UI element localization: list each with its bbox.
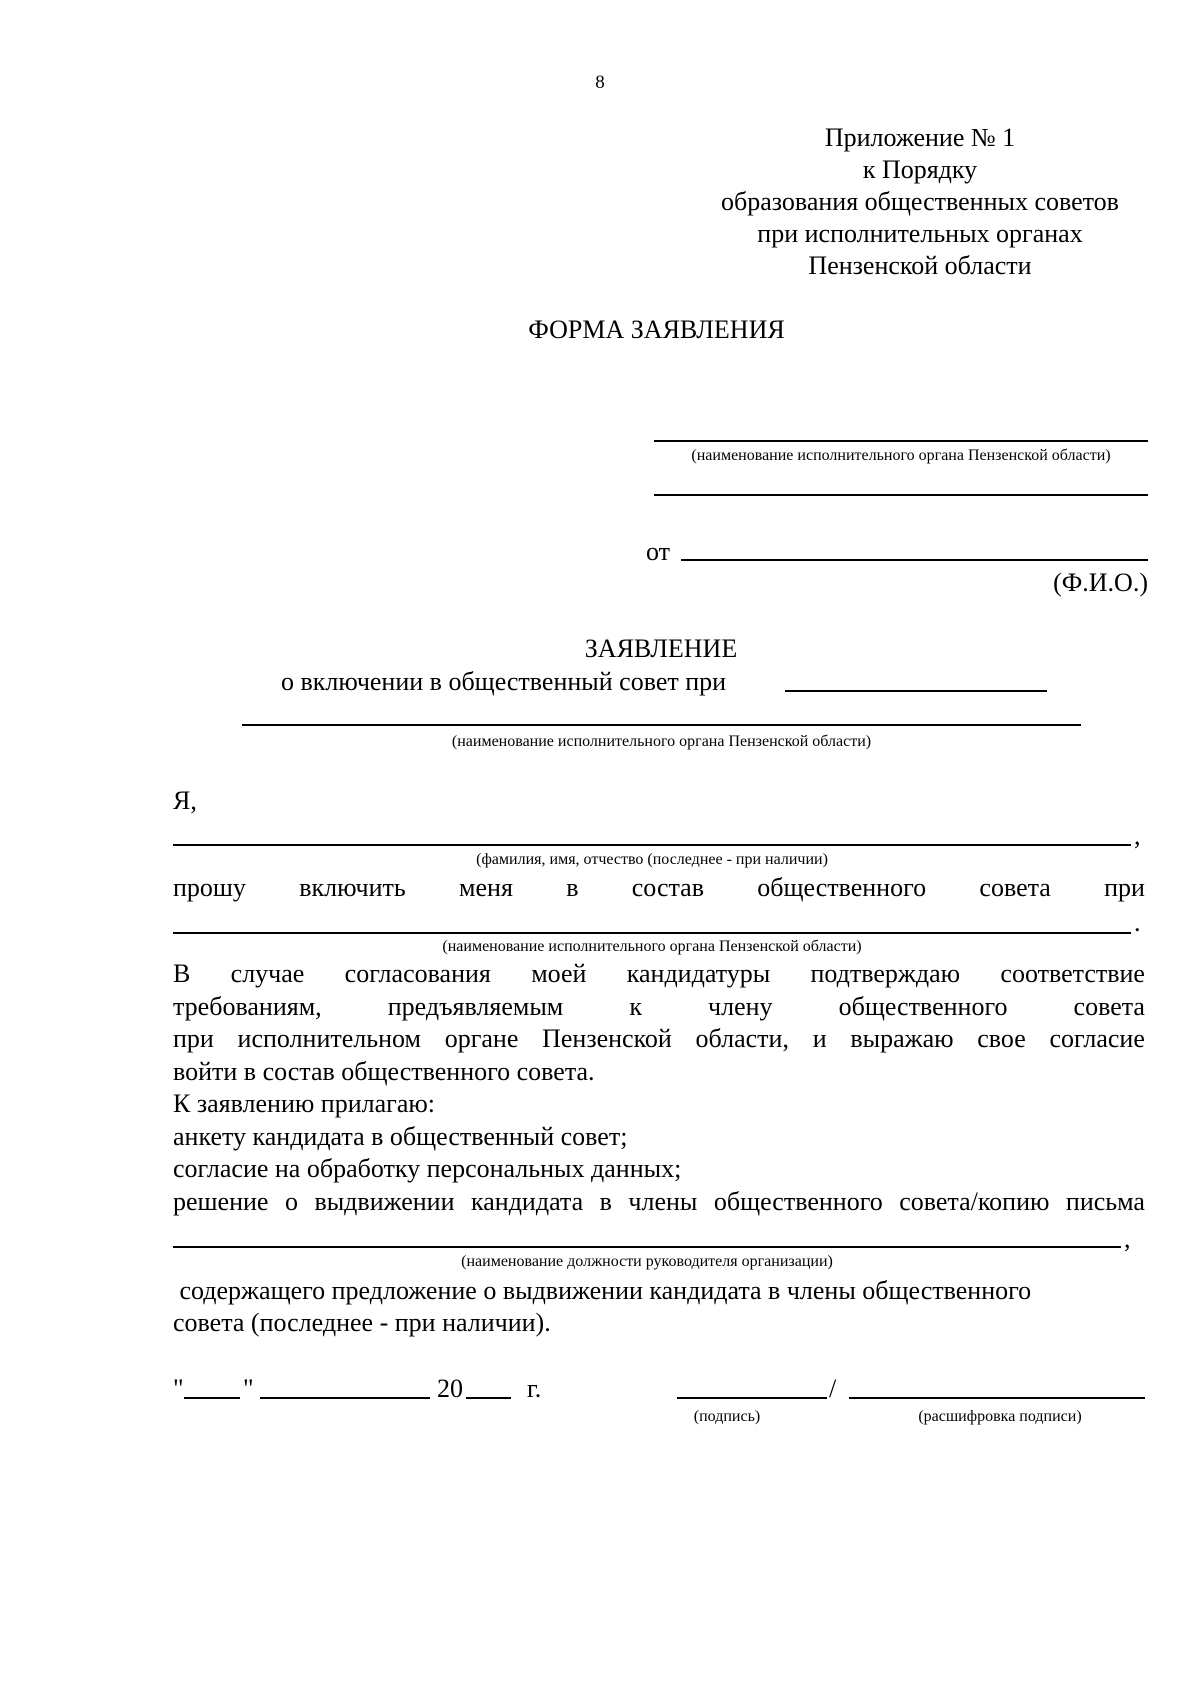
attach-item-2: согласие на обработку персональных данных; xyxy=(173,1154,682,1183)
month-line xyxy=(260,1397,430,1399)
date-quote-open: " xyxy=(173,1374,184,1403)
word: органе xyxy=(444,1024,519,1053)
word: согласования xyxy=(344,959,491,988)
appendix-line-4: при исполнительных органах xyxy=(757,219,1083,248)
i-label: Я, xyxy=(173,786,197,815)
appendix-line-5: Пензенской области xyxy=(808,251,1032,280)
statement-subtitle: о включении в общественный совет при xyxy=(281,667,727,696)
page-number: 8 xyxy=(595,72,605,93)
request-word: меня xyxy=(459,873,513,902)
day-line xyxy=(184,1397,240,1399)
request-period: . xyxy=(1134,908,1141,937)
word: соответствие xyxy=(1000,959,1145,988)
appendix-line-3: образования общественных советов xyxy=(721,187,1119,216)
signature-caption: (подпись) xyxy=(693,1408,761,1425)
word: области, xyxy=(695,1024,789,1053)
word: при xyxy=(173,1024,214,1053)
word: кандидатуры xyxy=(626,959,771,988)
attach-item-3 xyxy=(173,1186,1145,1219)
organ-name-caption: (наименование исполнительного органа Пензенской области) xyxy=(691,447,1111,464)
signature-line xyxy=(677,1397,827,1399)
statement-title: ЗАЯВЛЕНИЕ xyxy=(584,634,738,663)
consent-line-3 xyxy=(173,1023,1145,1056)
appendix-line-2: к Порядку xyxy=(862,155,978,184)
request-word: общественного xyxy=(757,873,927,902)
word: случае xyxy=(230,959,305,988)
year-prefix: 20 xyxy=(437,1374,463,1403)
request-word: состав xyxy=(631,873,704,902)
request-line xyxy=(173,872,1145,904)
request-organ-line xyxy=(173,932,1131,934)
word: Пензенской xyxy=(542,1024,672,1053)
signature-slash: / xyxy=(829,1374,837,1403)
word: исполнительном xyxy=(237,1024,421,1053)
fio-comma: , xyxy=(1134,821,1141,850)
word: члену xyxy=(708,991,773,1021)
word: в xyxy=(599,1186,612,1216)
from-fio-line xyxy=(681,559,1148,561)
word: требованиям, xyxy=(173,991,322,1021)
word: В xyxy=(173,959,191,988)
word: выдвижении xyxy=(314,1186,455,1216)
organ-name-line xyxy=(654,440,1148,442)
proposal-line-1: содержащего предложение о выдвижении кандидата в члены общественного xyxy=(173,1276,1032,1305)
word: общественного xyxy=(713,1186,883,1216)
fio-caption: (Ф.И.О.) xyxy=(1053,568,1148,597)
year-line xyxy=(466,1397,511,1399)
decoding-line xyxy=(849,1397,1145,1399)
word: предъявляемым xyxy=(387,991,564,1021)
request-word: включить xyxy=(299,873,406,902)
statement-organ-line-2 xyxy=(242,724,1081,726)
word: к xyxy=(629,991,642,1021)
consent-line-2 xyxy=(173,991,1145,1024)
statement-organ-caption: (наименование исполнительного органа Пензенской области) xyxy=(451,733,872,750)
date-quote-close: " xyxy=(243,1374,254,1403)
word: моей xyxy=(531,959,587,988)
word: совета xyxy=(1073,991,1145,1021)
form-title: ФОРМА ЗАЯВЛЕНИЯ xyxy=(528,315,785,344)
word: подтверждаю xyxy=(810,959,961,988)
word: о xyxy=(284,1186,298,1216)
statement-organ-line xyxy=(785,690,1047,692)
word: решение xyxy=(173,1186,269,1216)
word: и xyxy=(812,1024,827,1053)
from-label: от xyxy=(646,537,671,566)
word: согласие xyxy=(1049,1024,1145,1053)
proposal-line-2: совета (последнее - при наличии). xyxy=(173,1308,551,1337)
year-suffix: г. xyxy=(527,1374,542,1403)
fio-line xyxy=(173,844,1131,846)
word: члены xyxy=(628,1186,698,1216)
position-comma: , xyxy=(1124,1224,1131,1253)
decoding-caption: (расшифровка подписи) xyxy=(918,1408,1082,1425)
attach-item-1: анкету кандидата в общественный совет; xyxy=(173,1121,628,1151)
consent-line-4: войти в состав общественного совета. xyxy=(173,1056,595,1086)
word: кандидата xyxy=(471,1186,584,1216)
request-word: совета xyxy=(979,873,1051,902)
fio-caption-body: (фамилия, имя, отчество (последнее - при наличии) xyxy=(476,851,828,868)
consent-line-1 xyxy=(173,958,1145,991)
consent-paragraph xyxy=(173,958,1145,1218)
request-word: прошу xyxy=(173,873,246,902)
word: совета/копию xyxy=(899,1186,1050,1216)
request-word: в xyxy=(566,873,579,902)
request-organ-caption: (наименование исполнительного органа Пензенской области) xyxy=(442,938,862,955)
organ-name-line-2 xyxy=(654,494,1148,496)
request-word: при xyxy=(1104,873,1145,902)
position-line xyxy=(173,1246,1121,1248)
word: свое xyxy=(977,1024,1026,1053)
position-caption: (наименование должности руководителя организации) xyxy=(461,1253,833,1270)
word: общественного xyxy=(838,991,1008,1021)
word: выражаю xyxy=(850,1024,954,1053)
attach-title: К заявлению прилагаю: xyxy=(173,1089,436,1118)
word: письма xyxy=(1065,1186,1145,1216)
appendix-line-1: Приложение № 1 xyxy=(824,123,1016,152)
